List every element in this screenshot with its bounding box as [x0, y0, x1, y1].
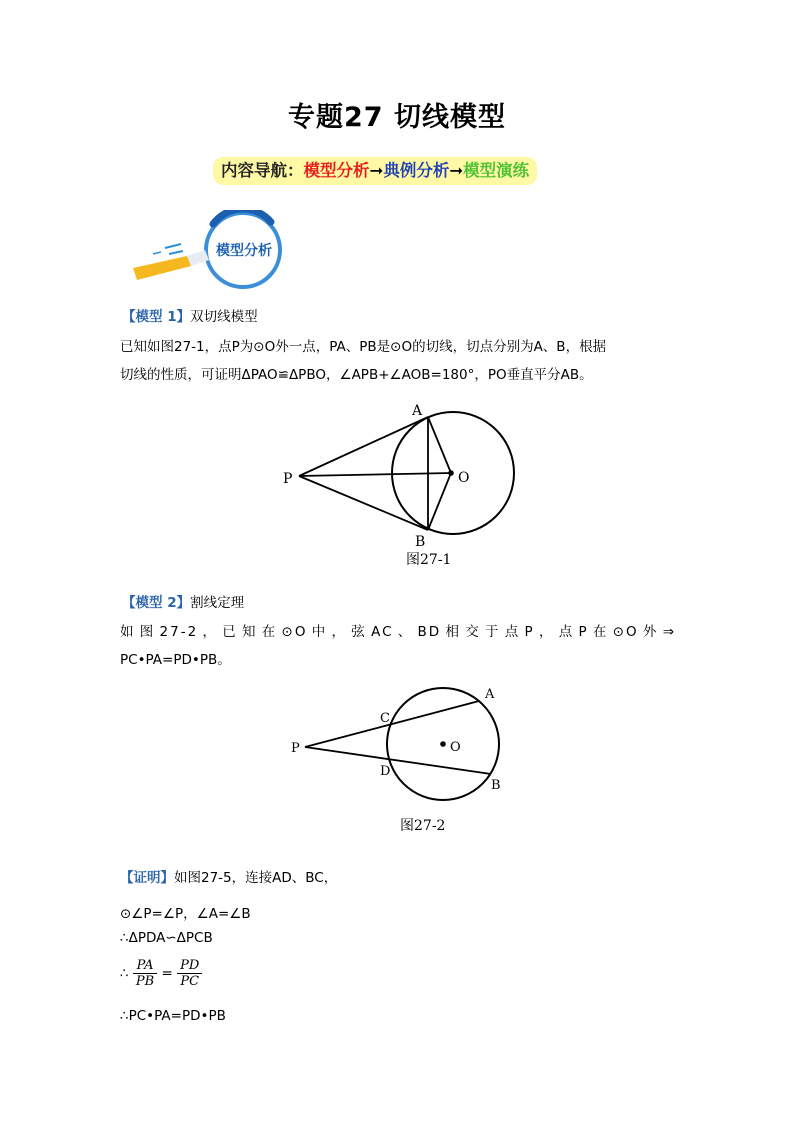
nav-arrow-1: ➞	[369, 161, 384, 180]
model-analysis-badge	[125, 210, 295, 290]
label-c: C	[380, 711, 390, 726]
model2-name: 割线定理	[190, 595, 245, 611]
label-d: D	[380, 764, 391, 779]
model2-text	[120, 618, 676, 674]
nav-item-example-analysis: 典例分析	[383, 161, 450, 180]
label-o: O	[458, 470, 470, 486]
nav-prefix: 内容导航：	[221, 161, 304, 180]
model1-heading	[122, 305, 258, 325]
page-title: 专题27 切线模型	[288, 102, 506, 133]
badge-label: 模型分析	[216, 243, 272, 259]
proof-line5: ∴PC•PA=PD•PB	[120, 1008, 226, 1024]
model2-tag: 【模型 2】	[122, 595, 191, 611]
nav-arrow-2: ➞	[449, 161, 464, 180]
label-b: B	[491, 778, 501, 793]
model1-name: 双切线模型	[190, 309, 258, 325]
label-a: A	[412, 403, 423, 419]
label-a: A	[485, 687, 495, 702]
proof-line3: ∴ΔPDA∽ΔPCB	[120, 930, 213, 946]
fraction-pa-pb	[133, 958, 157, 989]
figure-27-1	[270, 400, 530, 570]
model1-text	[120, 333, 676, 389]
model1-tag: 【模型 1】	[122, 309, 191, 325]
model2-heading	[122, 591, 244, 611]
label-o: O	[450, 740, 461, 755]
fraction-numerator: PD	[177, 958, 202, 974]
proof-line4	[120, 958, 202, 989]
content-navigation	[213, 157, 537, 185]
fraction-pd-pc	[177, 958, 202, 989]
label-p: P	[291, 741, 300, 756]
fraction-equals: =	[161, 965, 173, 982]
fraction-denominator: PB	[135, 974, 155, 989]
proof-line1-text: 如图27-5，连接AD、BC，	[174, 870, 338, 886]
fraction-numerator: PA	[133, 958, 157, 974]
proof-tag: 【证明】	[120, 870, 174, 886]
fraction-denominator: PC	[180, 974, 200, 989]
proof-therefore: ∴	[120, 965, 129, 982]
label-p: P	[283, 471, 293, 487]
model1-text-line2: 切线的性质，可证明ΔPAO≌ΔPBO，∠APB+∠AOB=180°，PO垂直平分AB。	[120, 367, 593, 383]
model1-text-line1: 已知如图27-1，点P为⊙O外一点，PA、PB是⊙O的切线，切点分别为A、B，根据	[120, 339, 607, 355]
figure-caption: 图27-1	[406, 552, 452, 568]
model2-text-line1: 如图27-2，已知在⊙O中，弦AC、BD相交于点P，点P在⊙O外⇒	[120, 624, 676, 640]
figure-27-2	[285, 680, 515, 840]
nav-item-model-practice: 模型演练	[463, 161, 530, 180]
model2-text-line2: PC•PA=PD•PB。	[120, 652, 231, 668]
proof-line2: ⊙∠P=∠P，∠A=∠B	[120, 906, 251, 922]
proof-line1	[120, 866, 337, 886]
label-b: B	[415, 534, 426, 550]
figure-caption: 图27-2	[400, 818, 446, 834]
nav-item-model-analysis: 模型分析	[303, 161, 370, 180]
